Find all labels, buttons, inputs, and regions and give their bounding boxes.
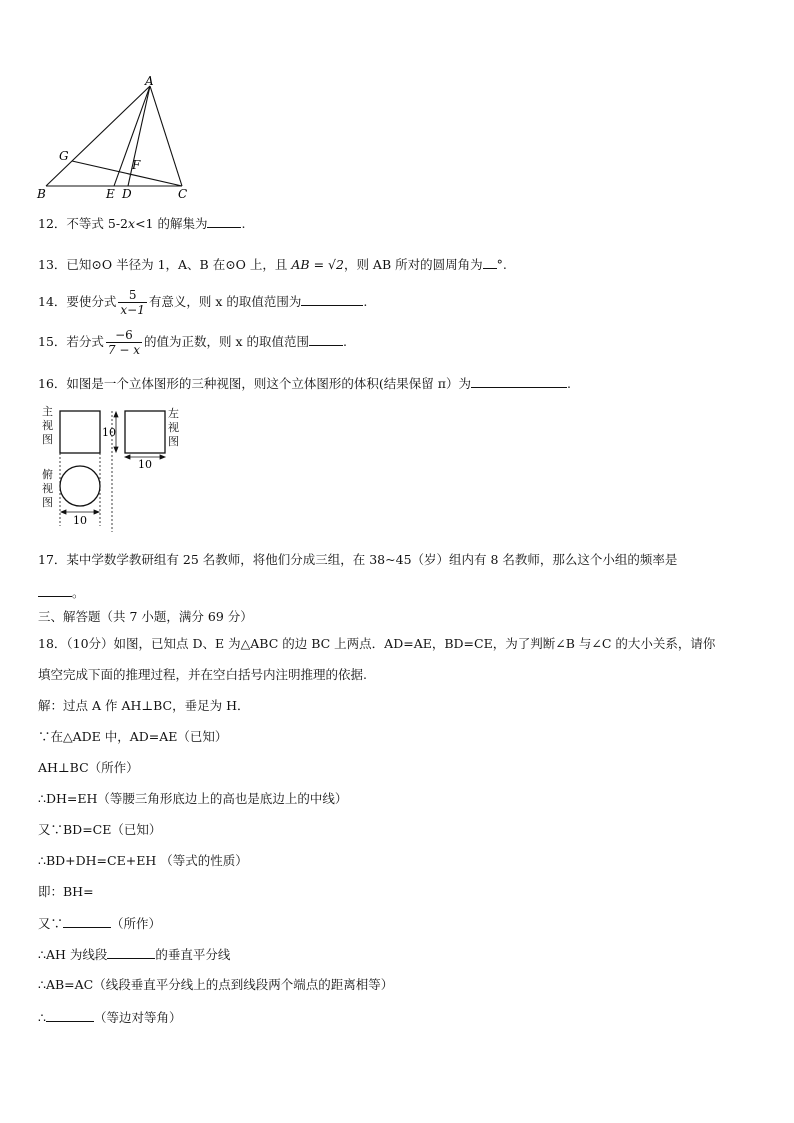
question-12 [38, 215, 245, 232]
q18-step11-b: （等边对等角） [93, 1010, 182, 1025]
label-C: C [178, 187, 188, 201]
q14-text-c: . [363, 294, 368, 309]
top-view-label-1: 俯 [42, 468, 53, 481]
q15-blank [309, 333, 343, 346]
q12-text-a: 12．不等式 5-2 [38, 216, 129, 231]
q16-text-c: . [566, 376, 571, 391]
q12-text-b: <1 的解集为 [135, 216, 208, 231]
q15-fraction [106, 328, 142, 357]
q18-step11-a: ∴ [38, 1010, 46, 1025]
q13-text-a: 13．已知⊙O 半径为 1，A、B 在⊙O 上，且 [38, 257, 292, 272]
dim-top-width: 10 [73, 514, 87, 527]
q18-step-11 [38, 1009, 181, 1026]
question-14 [38, 288, 367, 317]
q18-line-2: 填空完成下面的推理过程，并在空白括号内注明推理的依据. [38, 667, 367, 682]
q18-step8-a: 又∵ [38, 916, 64, 931]
left-view-label-1: 左 [168, 407, 179, 420]
q15-text-b: 的值为正数，则 x 的取值范围 [144, 334, 309, 349]
question-17-line-2 [38, 584, 85, 601]
dim-left-width: 10 [138, 458, 152, 471]
triangle-figure [36, 74, 196, 204]
front-view-label-2: 视 [42, 419, 53, 432]
q14-fraction [118, 288, 146, 317]
q18-step-2: ∵在△ADE 中，AD=AE（已知） [38, 729, 228, 744]
q15-text-a: 15．若分式 [38, 334, 104, 349]
q18-step9-blank [107, 946, 155, 959]
q17-line2-end: 。 [72, 585, 85, 600]
q18-step-9 [38, 946, 230, 963]
question-16 [38, 375, 571, 392]
q14-text-b: 有意义，则 x 的取值范围为 [148, 294, 302, 309]
question-13 [38, 256, 507, 273]
q16-text-a: 16．如图是一个立体图形的三种视图，则这个立体图形的体积(结果保留 π）为 [38, 376, 471, 391]
q14-denominator: x−1 [120, 303, 145, 317]
top-view-label-3: 图 [42, 496, 53, 509]
front-view-label-1: 主 [42, 405, 53, 418]
q15-numerator: −6 [115, 328, 133, 342]
q18-step-8 [38, 915, 161, 932]
label-G: G [59, 149, 69, 163]
label-B: B [37, 187, 46, 201]
q18-step-3: AH⊥BC（所作） [38, 760, 139, 775]
q17-blank [38, 584, 72, 597]
dim-height: 10 [102, 426, 116, 439]
question-15 [38, 328, 347, 357]
q18-step9-b: 的垂直平分线 [155, 947, 231, 962]
left-view-label-2: 视 [168, 421, 179, 434]
q13-blank [483, 256, 497, 269]
front-view-square [60, 411, 100, 453]
label-E: E [106, 187, 115, 201]
left-view-square [125, 411, 165, 453]
three-views-figure [40, 404, 185, 532]
q18-step-7: 即：BH= [38, 884, 94, 899]
top-view-circle [60, 466, 100, 506]
q15-denominator: 7 − x [107, 343, 140, 357]
q18-step11-blank [46, 1009, 94, 1022]
q18-step8-b: （所作） [111, 916, 162, 931]
q13-math: AB = √2 [291, 257, 344, 272]
section-3-heading: 三、解答题（共 7 小题，满分 69 分） [38, 609, 253, 624]
q13-text-c: °. [496, 257, 507, 272]
q14-numerator: 5 [128, 288, 137, 302]
q18-step-5: 又∵BD=CE（已知） [38, 822, 162, 837]
q14-text-a: 14．要使分式 [38, 294, 117, 309]
label-F: F [132, 158, 141, 172]
q18-step-1: 解：过点 A 作 AH⊥BC，垂足为 H． [38, 698, 250, 713]
q18-step8-blank [63, 915, 111, 928]
label-A: A [145, 74, 154, 88]
q18-step-6: ∴BD+DH=CE+EH （等式的性质） [38, 853, 248, 868]
q18-step9-a: ∴AH 为线段 [38, 947, 108, 962]
q18-line-1: 18．（10分）如图，已知点 D、E 为△ABC 的边 BC 上两点．AD=AE，BD=CE，为了判断∠B 与∠C 的大小关系，请你 [38, 636, 716, 651]
q18-step-10: ∴AB=AC（线段垂直平分线上的点到线段两个端点的距离相等） [38, 977, 394, 992]
front-view-label-3: 图 [42, 433, 53, 446]
left-view-label-3: 图 [168, 435, 179, 448]
question-17-line-1: 17．某中学数学教研组有 25 名教师，将他们分成三组，在 38~45（岁）组内有 8 名教师，那么这个小组的频率是 [38, 552, 678, 567]
top-view-label-2: 视 [42, 482, 53, 495]
q13-text-b: ，则 AB 所对的圆周角为 [343, 257, 483, 272]
label-D: D [122, 187, 132, 201]
q16-blank [471, 375, 567, 388]
q14-blank [301, 293, 363, 306]
q12-text-c: . [241, 216, 246, 231]
q15-text-c: . [343, 334, 347, 349]
q12-blank [207, 215, 241, 228]
q18-step-4: ∴DH=EH（等腰三角形底边上的高也是底边上的中线） [38, 791, 348, 806]
q12-var: x [128, 216, 136, 231]
